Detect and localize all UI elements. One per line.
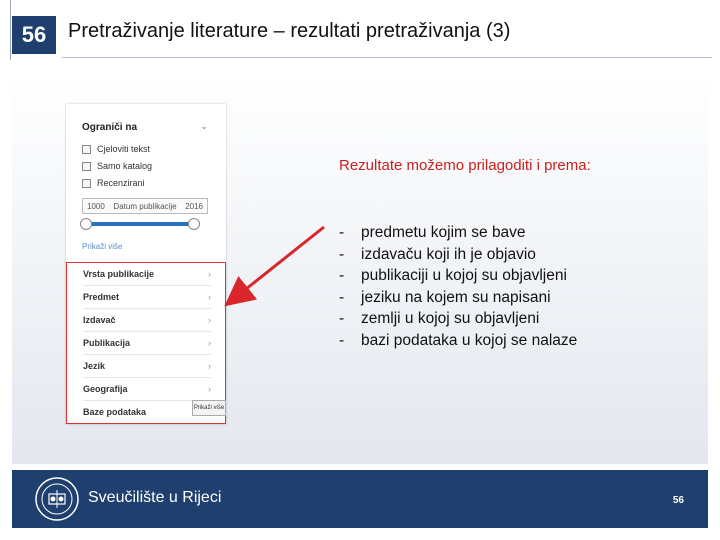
checkbox-box[interactable] <box>82 162 91 171</box>
chevron-right-icon: › <box>208 384 211 394</box>
list-dash: - <box>339 310 345 327</box>
criteria-list <box>339 222 639 351</box>
filter-heading: Ograniči na <box>82 122 138 133</box>
facet-publisher[interactable] <box>83 309 211 332</box>
checkbox-fulltext[interactable] <box>82 144 150 154</box>
facet-label: Predmet <box>83 292 120 302</box>
list-item-text: bazi podataka u kojoj se nalaze <box>361 331 578 349</box>
facet-language[interactable] <box>83 355 211 378</box>
checkbox-label: Recenzirani <box>97 178 145 188</box>
page-number: 56 <box>672 495 684 506</box>
date-from[interactable]: 1000 <box>87 201 105 211</box>
checkbox-box[interactable] <box>82 179 91 188</box>
filter-panel <box>66 104 226 424</box>
list-dash: - <box>339 267 345 284</box>
checkbox-label: Cjeloviti tekst <box>97 144 151 154</box>
list-item <box>339 287 639 309</box>
chevron-right-icon: › <box>208 269 211 279</box>
title-underline <box>62 57 712 58</box>
facet-label: Publikacija <box>83 338 131 348</box>
list-item <box>339 222 639 244</box>
university-name: Sveučilište u Rijeci <box>88 489 222 506</box>
date-slider-handle-start[interactable] <box>80 218 92 230</box>
facet-label: Jezik <box>83 361 106 371</box>
facet-geography[interactable] <box>83 378 211 401</box>
facet-publication[interactable] <box>83 332 211 355</box>
list-item <box>339 265 639 287</box>
intro-text: Rezultate možemo prilagoditi i prema: <box>339 157 591 174</box>
list-dash: - <box>339 331 345 349</box>
list-item-text: izdavaču koji ih je objavio <box>361 245 536 263</box>
checkbox-peer-reviewed[interactable] <box>82 178 145 188</box>
date-range-field[interactable] <box>82 198 208 214</box>
list-item <box>339 308 639 330</box>
date-slider-track[interactable] <box>84 222 196 226</box>
list-dash: - <box>339 224 345 241</box>
chevron-right-icon: › <box>208 315 211 325</box>
footer-bar <box>12 470 708 528</box>
show-more-button[interactable]: Prikaži više <box>192 400 226 416</box>
list-item-text: predmetu kojim se bave <box>361 224 526 241</box>
list-item <box>339 244 639 266</box>
list-item-text: jeziku na kojem su napisani <box>361 288 551 306</box>
left-divider-line <box>10 0 11 60</box>
chevron-right-icon: › <box>208 361 211 371</box>
facet-publication-type[interactable] <box>83 263 211 286</box>
date-label: Datum publikacije <box>113 201 177 211</box>
date-to[interactable]: 2016 <box>185 201 203 211</box>
chevron-right-icon: › <box>208 292 211 302</box>
checkbox-catalog-only[interactable] <box>82 161 152 171</box>
slide-number: 56 <box>12 16 56 54</box>
list-item-text: zemlji u kojoj su objavljeni <box>361 310 540 327</box>
list-dash: - <box>339 288 345 306</box>
checkbox-box[interactable] <box>82 145 91 154</box>
facet-label: Izdavač <box>83 315 116 325</box>
date-slider-handle-end[interactable] <box>188 218 200 230</box>
page-title: Pretraživanje literature – rezultati pretraživanja (3) <box>68 20 511 42</box>
chevron-down-icon[interactable]: ⌄ <box>200 121 208 131</box>
facet-label: Baze podataka <box>83 407 147 417</box>
facet-label: Vrsta publikacije <box>83 269 155 279</box>
university-seal-icon <box>34 476 80 522</box>
chevron-right-icon: › <box>208 338 211 348</box>
facet-label: Geografija <box>83 384 128 394</box>
show-more-link[interactable]: Prikaži više <box>82 242 123 251</box>
facet-subject[interactable] <box>83 286 211 309</box>
list-dash: - <box>339 245 345 263</box>
checkbox-label: Samo katalog <box>97 161 153 171</box>
list-item-text: publikaciji u kojoj su objavljeni <box>361 267 567 284</box>
list-item <box>339 330 639 352</box>
